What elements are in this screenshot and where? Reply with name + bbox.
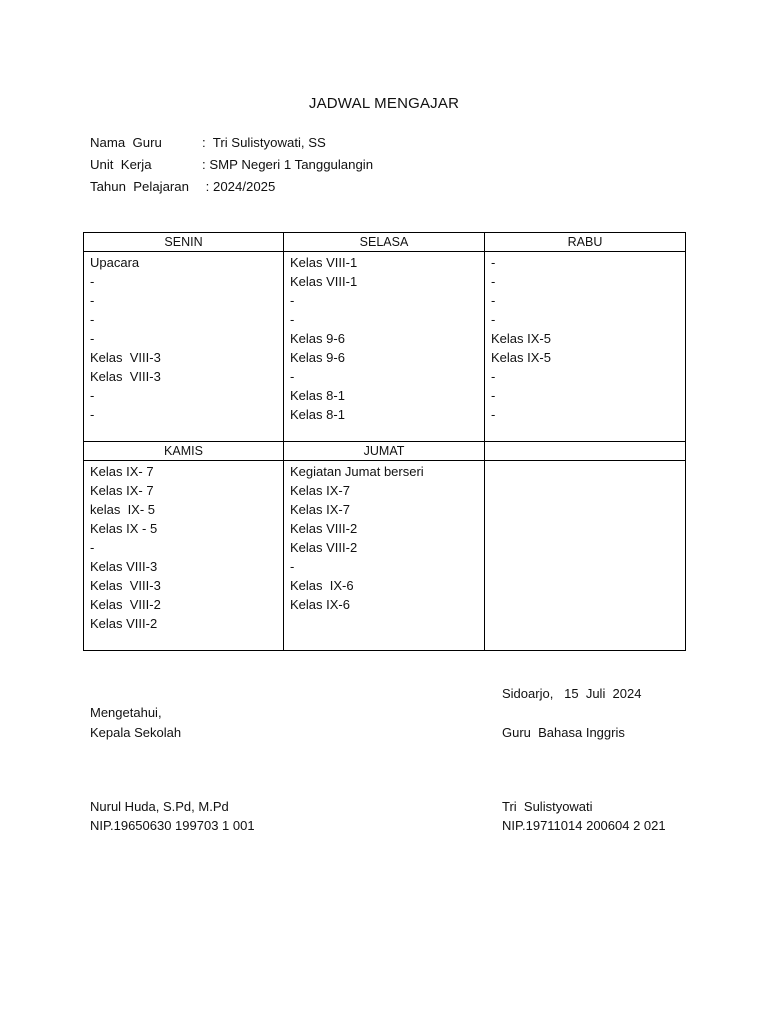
schedule-entry: - — [90, 312, 95, 327]
schedule-entry: Kelas 9-6 — [290, 331, 345, 346]
info-label: Nama Guru — [90, 135, 162, 150]
day-cell-jumat — [284, 461, 485, 651]
schedule-entry: Upacara — [90, 255, 140, 270]
schedule-entry: Kelas 8-1 — [290, 388, 345, 403]
schedule-entry: Kelas VIII-2 — [290, 540, 358, 555]
header-row-1 — [84, 233, 686, 252]
schedule-entry: Kelas VIII-3 — [90, 578, 161, 593]
schedule-entry: Kelas IX- 7 — [90, 483, 154, 498]
schedule-entry: - — [90, 331, 95, 346]
day-header-empty — [485, 442, 686, 461]
schedule-entry: kelas IX- 5 — [90, 502, 156, 517]
schedule-entry: - — [491, 407, 496, 422]
info-value: : Tri Sulistyowati, SS — [202, 135, 326, 150]
schedule-entry: - — [90, 274, 95, 289]
day-cell-rabu — [485, 252, 686, 442]
schedule-entry: - — [491, 388, 496, 403]
schedule-entry: Kelas IX - 5 — [90, 521, 158, 536]
day-header-kamis: KAMIS — [84, 442, 284, 461]
schedule-entry: Kelas IX-7 — [290, 502, 350, 517]
header-row-2 — [84, 442, 686, 461]
schedule-entry: Kelas VIII-3 — [90, 369, 161, 384]
schedule-entry: Kelas IX-5 — [491, 350, 551, 365]
schedule-entry: - — [491, 312, 496, 327]
schedule-entry: Kelas IX-6 — [290, 597, 350, 612]
schedule-entry: Kelas VIII-1 — [290, 255, 358, 270]
acknowledged-label: Mengetahui, — [90, 705, 162, 720]
teacher-name: Tri Sulistyowati — [502, 799, 593, 814]
day-cell-empty — [485, 461, 686, 651]
content-row-2 — [84, 461, 686, 651]
schedule-entry: - — [90, 388, 95, 403]
schedule-entry: Kelas VIII-3 — [90, 559, 158, 574]
schedule-entry: - — [491, 255, 496, 270]
schedule-entry: - — [491, 369, 496, 384]
teacher-title: Guru Bahasa Inggris — [502, 725, 625, 740]
principal-title: Kepala Sekolah — [90, 725, 182, 740]
day-cell-selasa — [284, 252, 485, 442]
schedule-table — [83, 232, 686, 651]
schedule-entry: Kelas VIII-3 — [90, 350, 161, 365]
schedule-entry: - — [491, 274, 496, 289]
day-header-jumat: JUMAT — [284, 442, 485, 461]
info-row-unit — [90, 154, 373, 176]
schedule-entry: Kelas IX-6 — [290, 578, 354, 593]
schedule-entry: Kelas IX-5 — [491, 331, 551, 346]
schedule-entry: - — [90, 293, 95, 308]
day-cell-senin — [84, 252, 284, 442]
schedule-entry: - — [90, 540, 95, 555]
place-date: Sidoarjo, 15 Juli 2024 — [502, 686, 642, 701]
schedule-entry: - — [290, 369, 295, 384]
schedule-entry: Kelas 9-6 — [290, 350, 345, 365]
schedule-entry: - — [290, 559, 295, 574]
schedule-entry: Kelas VIII-2 — [90, 597, 161, 612]
schedule-entry: Kelas VIII-2 — [90, 616, 158, 631]
schedule-entry: - — [90, 407, 95, 422]
day-header-senin: SENIN — [84, 233, 284, 252]
schedule-entry: Kelas 8-1 — [290, 407, 345, 422]
schedule-entry: - — [290, 312, 295, 327]
principal-name: Nurul Huda, S.Pd, M.Pd — [90, 799, 229, 814]
teacher-info — [90, 132, 373, 198]
document-title: JADWAL MENGAJAR — [308, 95, 460, 112]
day-header-selasa: SELASA — [284, 233, 485, 252]
schedule-entry: - — [491, 293, 496, 308]
schedule-entry: Kelas IX- 7 — [90, 464, 154, 479]
schedule-entry: Kelas VIII-2 — [290, 521, 358, 536]
schedule-entry: Kelas IX-7 — [290, 483, 350, 498]
schedule-entry: - — [290, 293, 295, 308]
day-header-rabu: RABU — [485, 233, 686, 252]
info-value: : SMP Negeri 1 Tanggulangin — [202, 157, 374, 172]
principal-nip: NIP.19650630 199703 1 001 — [90, 818, 255, 833]
info-row-name — [90, 132, 373, 154]
info-value: : 2024/2025 — [202, 179, 276, 194]
day-cell-kamis — [84, 461, 284, 651]
schedule-entry: Kelas VIII-1 — [290, 274, 358, 289]
info-label: Unit Kerja — [90, 157, 152, 172]
content-row-1 — [84, 252, 686, 442]
schedule-entry: Kegiatan Jumat berseri — [290, 464, 424, 479]
info-row-year — [90, 176, 373, 198]
teacher-nip: NIP.19711014 200604 2 021 — [502, 818, 666, 833]
info-label: Tahun Pelajaran — [90, 179, 189, 194]
